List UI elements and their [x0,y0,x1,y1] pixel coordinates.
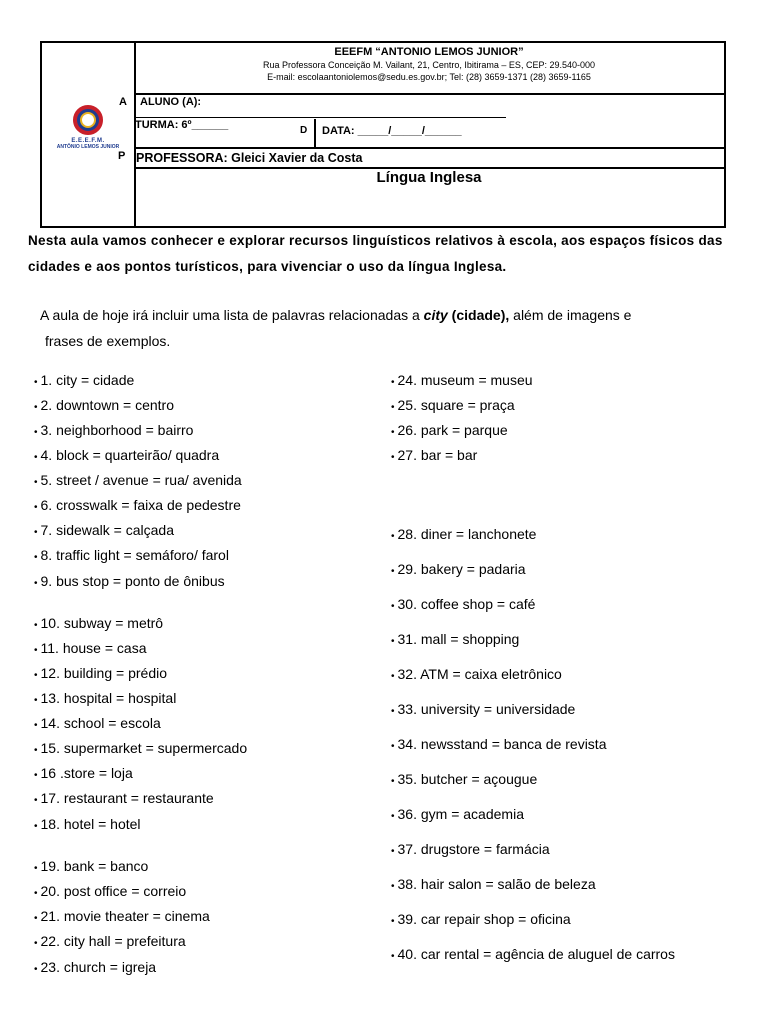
lesson-line2: frases de exemplos. [45,333,171,349]
vocab-item: • 30. coffee shop = café [391,596,535,612]
logo-text-acronym: E.E.E.F.M. [71,138,105,144]
vocab-item: • 37. drugstore = farmácia [391,841,550,857]
vocab-item: • 13. hospital = hospital [34,690,176,706]
vocab-item: • 14. school = escola [34,715,161,731]
vocab-item: • 11. house = casa [34,640,147,656]
lesson-cidade-word: (cidade), [447,307,510,323]
vocab-item: • 1. city = cidade [34,372,134,388]
vocab-item: • 4. block = quarteirão/ quadra [34,447,219,463]
logo-text-name: ANTÔNIO LEMOS JUNIOR [56,144,120,150]
vocab-item: • 15. supermarket = supermercado [34,740,247,756]
vocab-item: • 2. downtown = centro [34,397,174,413]
vocab-item: • 20. post office = correio [34,883,186,899]
vocab-item: • 9. bus stop = ponto de ônibus [34,573,225,589]
school-info [134,43,724,95]
lesson-prefix: A aula de hoje irá incluir uma lista de palavras relacionadas a [40,307,424,323]
vocab-item: • 21. movie theater = cinema [34,908,210,924]
logo-column [42,43,136,226]
vocab-item: • 5. street / avenue = rua/ avenida [34,472,242,488]
lesson-description [40,302,720,354]
vocab-item: • 12. building = prédio [34,665,167,681]
vocab-item: • 18. hotel = hotel [34,816,141,832]
teacher-top-line [134,147,724,149]
vocab-item: • 35. butcher = açougue [391,771,537,787]
vocab-item: • 39. car repair shop = oficina [391,911,571,927]
vocab-item: • 8. traffic light = semáforo/ farol [34,547,229,563]
header-box [40,41,726,228]
vocab-item: • 16 .store = loja [34,765,133,781]
lesson-suffix: além de imagens e [509,307,632,323]
vocab-item: • 19. bank = banco [34,858,148,874]
vocab-item: • 26. park = parque [391,422,508,438]
class-field[interactable]: TURMA: 6º______ [135,119,229,131]
vocab-item: • 22. city hall = prefeitura [34,933,186,949]
vocab-item: • 29. bakery = padaria [391,561,526,577]
teacher-name: PROFESSORA: Gleici Xavier da Costa [136,151,363,165]
side-letter-a: A [119,96,127,108]
vocab-item: • 31. mall = shopping [391,631,519,647]
vocab-item: • 25. square = praça [391,397,515,413]
school-contact: E-mail: escolaantoniolemos@sedu.es.gov.br; Tel: (28) 3659-1371 (28) 3659-1165 [267,72,591,82]
vocab-item: • 27. bar = bar [391,447,477,463]
vocab-item: • 3. neighborhood = bairro [34,422,193,438]
vocab-item: • 17. restaurant = restaurante [34,790,214,806]
vocab-item: • 36. gym = academia [391,806,524,822]
vocab-item: • 28. diner = lanchonete [391,526,536,542]
student-field[interactable]: ALUNO (A): [140,96,202,108]
vocab-item: • 10. subway = metrô [34,615,163,631]
vocab-item: • 23. church = igreja [34,959,156,975]
vocab-item: • 6. crosswalk = faixa de pedestre [34,497,241,513]
vocab-item: • 40. car rental = agência de aluguel de carros [391,946,675,962]
vocab-item: • 38. hair salon = salão de beleza [391,876,596,892]
school-logo [46,105,130,150]
vocab-item: • 33. university = universidade [391,701,575,717]
student-underline [134,117,506,118]
date-left-border [314,119,316,147]
side-letter-d: D [300,125,308,136]
side-letter-p: P [118,150,126,162]
subject-title: Língua Inglesa [376,169,482,186]
date-field[interactable]: DATA: _____/_____/______ [322,125,462,137]
lesson-city-word: city [423,307,448,323]
intro-paragraph: Nesta aula vamos conhecer e explorar recursos linguísticos relativos à escola, aos espaços físicos das cidades e aos pontos turísticos, para vivenciar o uso da língua Inglesa. [28,233,723,274]
vocab-item: • 7. sidewalk = calçada [34,522,174,538]
school-name: EEEFM “ANTONIO LEMOS JUNIOR” [334,46,524,58]
vocab-item: • 34. newsstand = banca de revista [391,736,606,752]
vocab-item: • 24. museum = museu [391,372,533,388]
logo-emblem-icon [73,105,103,135]
student-right-border [724,91,726,115]
school-address: Rua Professora Conceição M. Vailant, 21, Centro, Ibitirama – ES, CEP: 29.540-000 [262,60,595,70]
vocab-item: • 32. ATM = caixa eletrônico [391,666,562,682]
